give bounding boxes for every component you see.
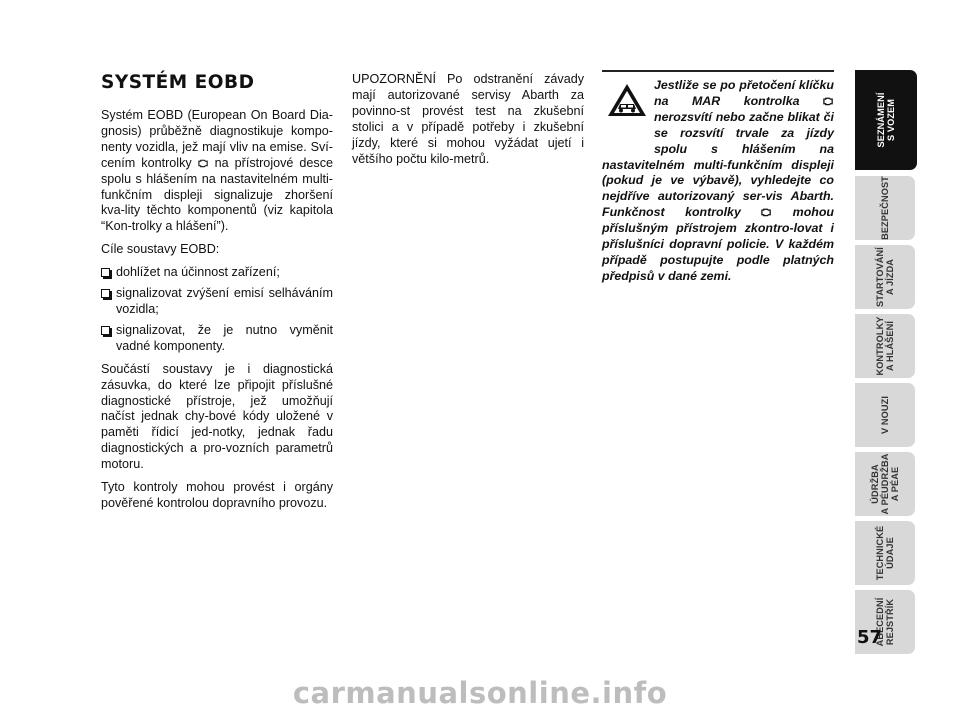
- middle-column: [352, 72, 584, 174]
- tab-kontrolky-a-hlaseni[interactable]: [855, 314, 915, 378]
- diagnostic-paragraph: Součástí soustavy je i diagnostická zásuvka, do které lze připojit příslušné diagnostické přístroje, jež umožňují načíst jednak chy-bové kódy uložené v paměti řídicí jed-notky, jednak řadu diagnostických a pro-vozních parametrů motoru.: [101, 361, 333, 472]
- intro-text-part2: na přístrojové desce spolu s hlášením na nastavitelném multi-funkčním displeji signalizuje zhoršení kva-lity těchto komponentů (viz kapitola “Kon-trolky a hlášení”).: [101, 155, 334, 234]
- tab-label: V NOUZI: [880, 396, 890, 434]
- list-item-text: signalizovat zvýšení emisí selháváním vozidla;: [116, 286, 333, 316]
- tab-label: TECHNICKÉ ÚDAJE: [875, 525, 895, 581]
- warning-text-part2: nerozsvítí nebo začne blikat či se rozsvítí trvale za jízdy spolu s hlášením na nastavitelném multi-funkčním displeji (pokud je ve výbavě), vyhledejte co nejdříve autorizovaný ser-vis Abarth. Funkčnost kontrolky: [602, 109, 834, 220]
- intro-paragraph: [101, 108, 333, 235]
- warning-text-part3: mohou příslušným přístrojem zkontro-lovat i příslušníci dopravní policie. V každém případě postupujte podle platných předpisů v dané zemi.: [602, 205, 834, 283]
- left-column: [101, 72, 333, 519]
- tab-label: KONTROLKY A HLÁŠENÍ: [875, 316, 895, 376]
- tab-label: STARTOVÁNÍ A JÍZDA: [875, 247, 895, 307]
- tab-label: BEZPEČNOST: [880, 176, 890, 240]
- tab-v-nouzi[interactable]: [855, 383, 915, 447]
- checkbox-bullet-icon: [101, 289, 110, 298]
- goals-list: [101, 265, 333, 355]
- list-item: [101, 286, 333, 318]
- tab-technicke-udaje[interactable]: [855, 521, 915, 585]
- list-item: [101, 265, 333, 281]
- page-number: 57: [857, 627, 883, 648]
- list-item-text: signalizovat, že je nutno vyměnit vadné komponenty.: [116, 322, 333, 353]
- engine-check-icon: [761, 207, 772, 217]
- police-paragraph: Tyto kontroly mohou provést i orgány pověřené kontrolou dopravního provozu.: [101, 480, 333, 510]
- tab-startovani-a-jizda[interactable]: [855, 245, 915, 309]
- tab-udrzba[interactable]: [855, 452, 915, 516]
- warning-text-part1: Jestliže se po přetočení klíčku na MAR kontrolka: [654, 78, 834, 108]
- warning-box: [602, 70, 834, 285]
- warning-car-triangle-icon: [606, 82, 648, 118]
- intro-text-part1: Systém EOBD (European On Board Dia-gnosis) průběžně diagnostikuje kompo-nenty vozidla, jež mají vliv na emise. Sví-cením kontrolky: [101, 108, 333, 170]
- tab-label: ABECEDNÍ REJSTŘÍK: [875, 597, 895, 647]
- tab-seznameni-s-vozem[interactable]: [855, 70, 917, 170]
- notice-paragraph: UPOZORNĚNÍ Po odstranění závady mají autorizované servisy Abarth za povinno-st provést test na zkušební stolici a v případě potřeby i zkušební jízdy, které si mohou vyžádat ujetí i většího počtu kilo-metrů.: [352, 72, 584, 166]
- warning-divider: [602, 70, 834, 72]
- checkbox-bullet-icon: [101, 268, 110, 277]
- engine-check-icon: [198, 158, 209, 168]
- engine-check-icon: [823, 96, 834, 106]
- tab-bezpecnost[interactable]: [855, 176, 915, 240]
- tab-label: SEZNÁMENÍ S VOZEM: [876, 92, 896, 148]
- list-item: [101, 323, 333, 355]
- list-item-text: dohlížet na účinnost zařízení;: [116, 265, 280, 280]
- tab-label: ÚDRŽBA A PÉUDRŽBA A PÉAE: [870, 453, 900, 515]
- watermark: carmanualsonline.info: [292, 676, 668, 710]
- goals-label: Cíle soustavy EOBD:: [101, 242, 220, 257]
- checkbox-bullet-icon: [101, 326, 110, 335]
- section-heading: SYSTÉM EOBD: [101, 72, 255, 93]
